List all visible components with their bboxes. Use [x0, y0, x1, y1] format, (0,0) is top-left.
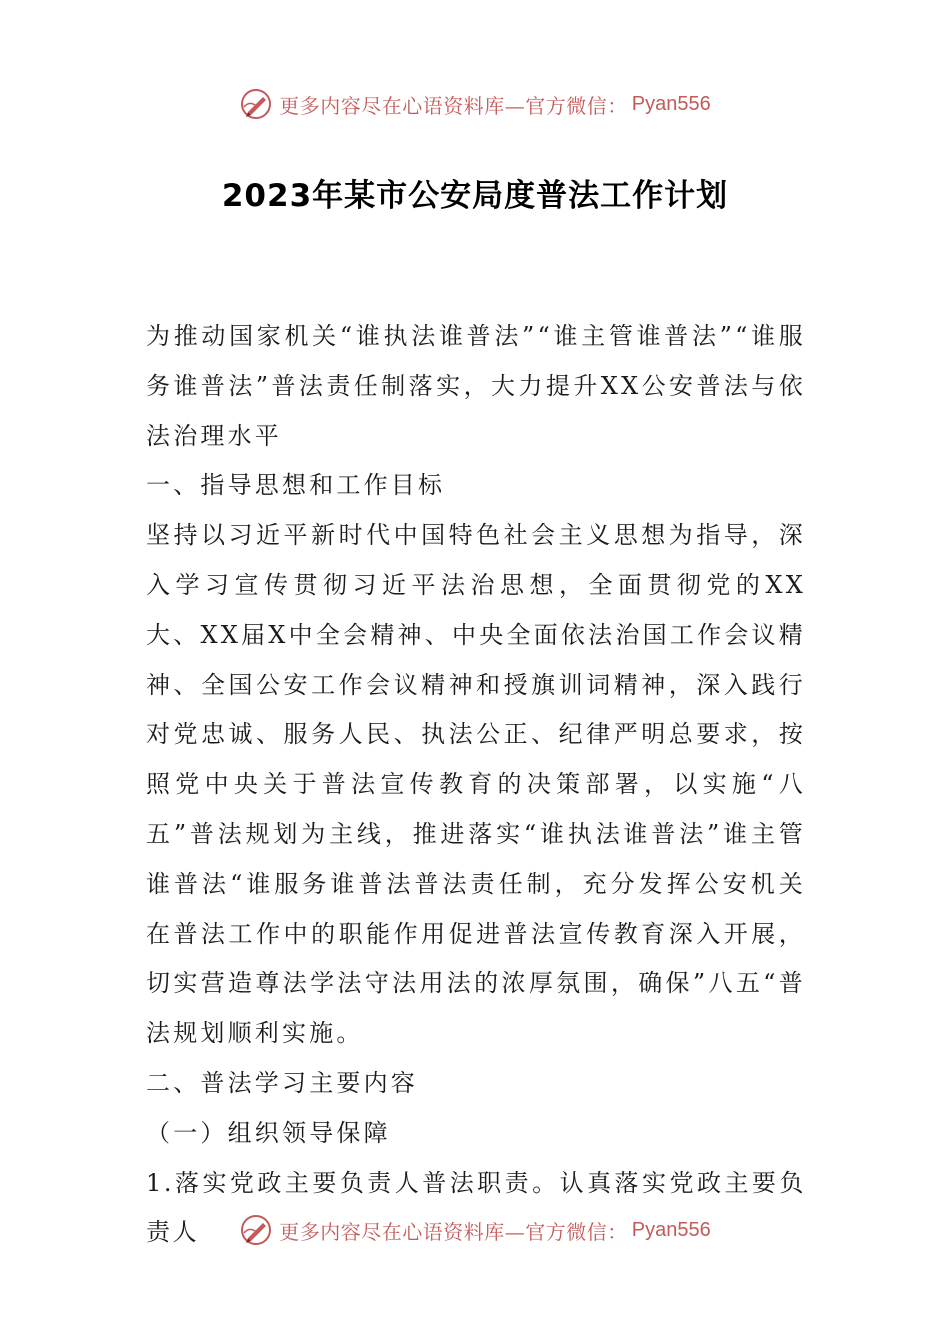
intro-paragraph: 为推动国家机关“谁执法谁普法”“谁主管谁普法”“谁服务谁普法”普法责任制落实，大力提升XX公安普法与依法治理水平: [146, 322, 806, 450]
section-heading-main-content: 二、普法学习主要内容: [146, 1068, 418, 1097]
guiding-ideology-paragraph: 坚持以习近平新时代中国特色社会主义思想为指导，深入学习宣传贯彻习近平法治思想，全面贯彻党的XX大、XX届X中全会精神、中央全面依法治国工作会议精神、全国公安工作会议精神和授旗训词精神，深入践行对党忠诚、服务人民、执法公正、纪律严明总要求，按照党中央关于普法宣传教育的决策部署，以实施“八五”普法规划为主线，推进落实“谁执法谁普法”谁主管谁普法“谁服务谁普法普法责任制，充分发挥公安机关在普法工作中的职能作用促进普法宣传教育深入开展，切实营造尊法学法守法用法的浓厚氛围，确保”八五“普法规划顺利实施。: [146, 521, 806, 1048]
watermark-wechat-id: Pyan556: [631, 1218, 711, 1241]
watermark-text: 更多内容尽在心语资料库—官方微信：: [279, 93, 628, 118]
header-watermark-banner: [0, 84, 950, 124]
pen-logo-icon: [239, 87, 273, 121]
document-body: [146, 312, 806, 1258]
watermark-wechat-id: Pyan556: [631, 92, 711, 115]
list-item-1: 1.落实党政主要负责人普法职责。认真落实党政主要负责人: [146, 1168, 806, 1247]
watermark-text: 更多内容尽在心语资料库—官方微信：: [279, 1219, 628, 1244]
document-title: 2023年某市公安局度普法工作计划: [221, 178, 729, 214]
footer-watermark-banner: [0, 1210, 950, 1250]
section-heading-guiding-ideology: 一、指导思想和工作目标: [146, 471, 446, 500]
pen-logo-icon: [239, 1213, 273, 1247]
subsection-heading-organization: （一）组织领导保障: [146, 1118, 391, 1147]
